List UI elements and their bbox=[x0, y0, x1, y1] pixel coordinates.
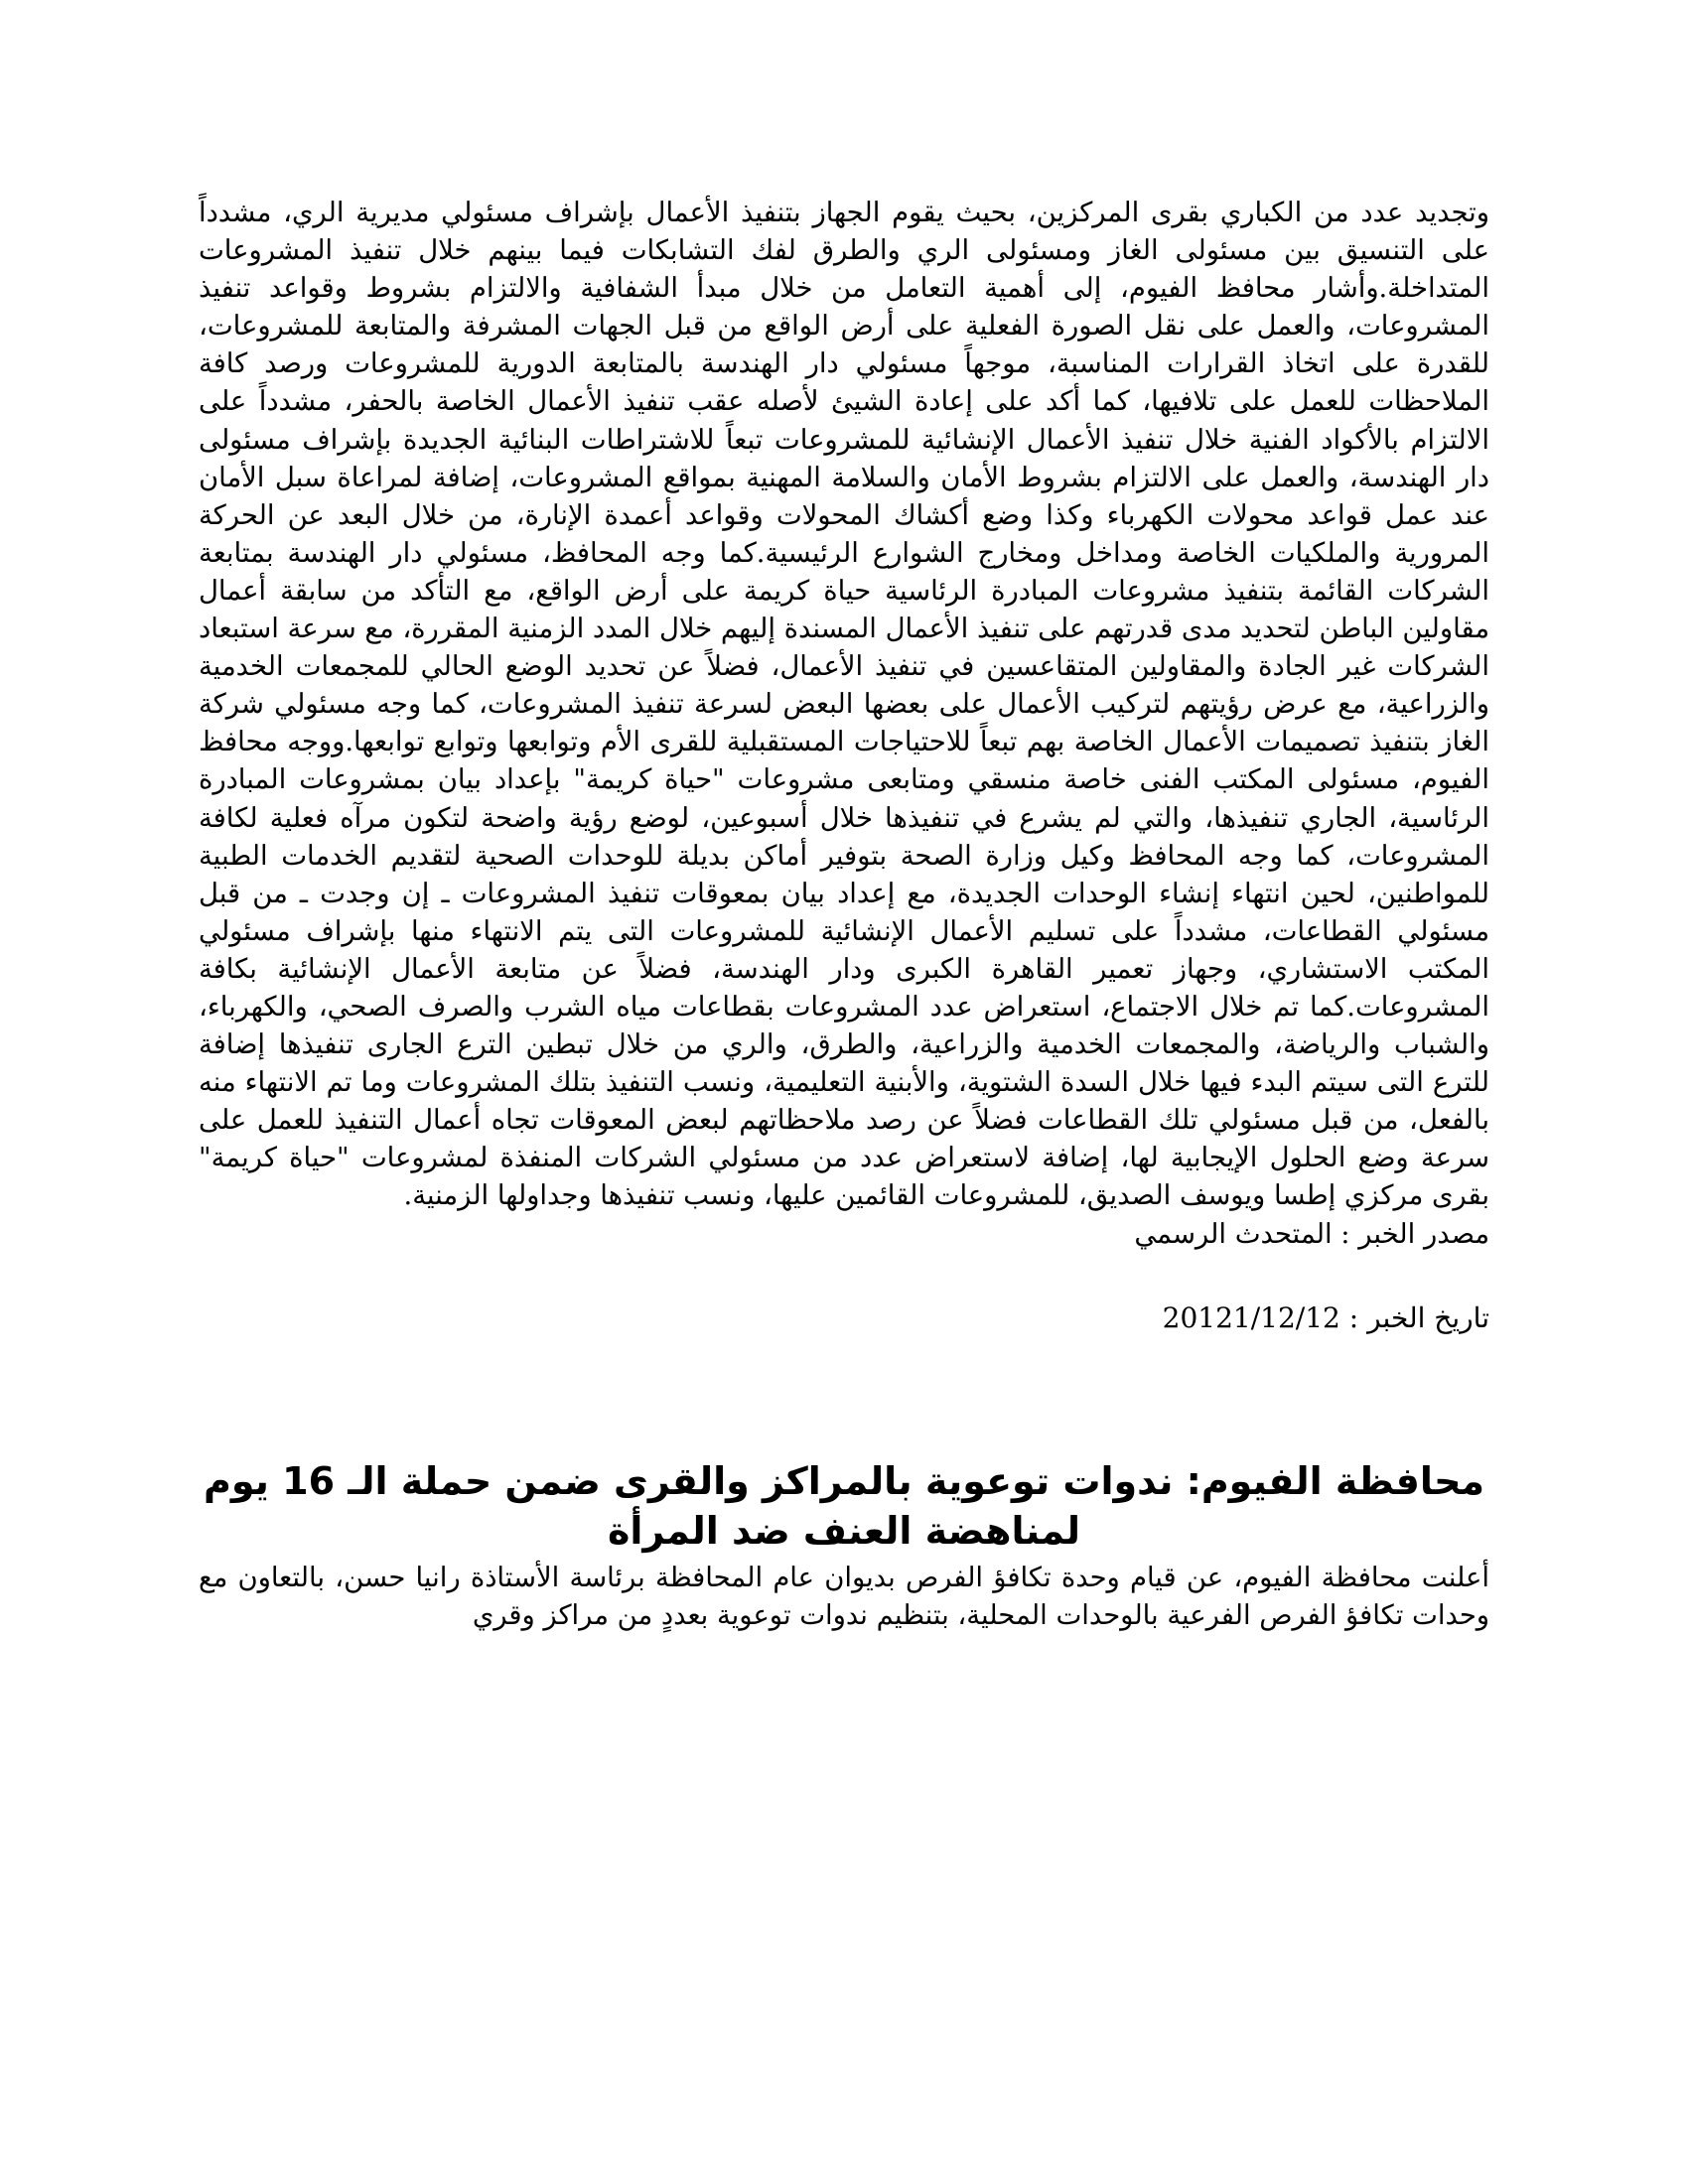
article-body-text: وتجديد عدد من الكباري بقرى المركزين، بحيث يقوم الجهاز بتنفيذ الأعمال بإشراف مسئولي مديرية الري، مشدداً على التنسيق بين مسئولى الغاز ومسئولى الري والطرق لفك التشابكات فيما بينهم خلال تنفيذ المشروعات المتداخلة.وأشار محافظ الفيوم، إلى أهمية التعامل من خلال مبدأ الشفافية والالتزام بشروط وقواعد تنفيذ المشروعات، والعمل على نقل الصورة الفعلية على أرض الواقع من قبل الجهات المشرفة والمتابعة للمشروعات، للقدرة على اتخاذ القرارات المناسبة، موجهاً مسئولي دار الهندسة بالمتابعة الدورية للمشروعات ورصد كافة الملاحظات للعمل على تلافيها، كما أكد على إعادة الشيئ لأصله عقب تنفيذ الأعمال الخاصة بالحفر، مشدداً على الالتزام بالأكواد الفنية خلال تنفيذ الأعمال الإنشائية للمشروعات تبعاً للاشتراطات البنائية الجديدة بإشراف مسئولى دار الهندسة، والعمل على الالتزام بشروط الأمان والسلامة المهنية بمواقع المشروعات، إضافة لمراعاة سبل الأمان عند عمل قواعد محولات الكهرباء وكذا وضع أكشاك المحولات وقواعد أعمدة الإنارة، من خلال البعد عن الحركة المرورية والملكيات الخاصة ومداخل ومخارج الشوارع الرئيسية.كما وجه المحافظ، مسئولي دار الهندسة بمتابعة الشركات القائمة بتنفيذ مشروعات المبادرة الرئاسية حياة كريمة على أرض الواقع، مع التأكد من سابقة أعمال مقاولين الباطن لتحديد مدى قدرتهم على تنفيذ الأعمال المسندة إليهم خلال المدد الزمنية المقررة، مع سرعة استبعاد الشركات غير الجادة والمقاولين المتقاعسين في تنفيذ الأعمال، فضلاً عن تحديد الوضع الحالي للمجمعات الخدمية والزراعية، مع عرض رؤيتهم لتركيب الأعمال على بعضها البعض لسرعة تنفيذ المشروعات، كما وجه مسئولي شركة الغاز بتنفيذ تصميمات الأعمال الخاصة بهم تبعاً للاحتياجات المستقبلية للقرى الأم وتوابعها وتوابع توابعها.ووجه محافظ الفيوم، مسئولى المكتب الفنى خاصة منسقي ومتابعى مشروعات "حياة كريمة" بإعداد بيان بمشروعات المبادرة الرئاسية، الجاري تنفيذها، والتي لم يشرع في تنفيذها خلال أسبوعين، لوضع رؤية واضحة لتكون مرآه فعلية لكافة المشروعات، كما وجه المحافظ وكيل وزارة الصحة بتوفير أماكن بديلة للوحدات الصحية لتقديم الخدمات الطبية للمواطنين، لحين انتهاء إنشاء الوحدات الجديدة، مع إعداد بيان بمعوقات تنفيذ المشروعات ـ إن وجدت ـ من قبل مسئولي القطاعات، مشدداً على تسليم الأعمال الإنشائية للمشروعات التى يتم الانتهاء منها بإشراف مسئولي المكتب الاستشاري، وجهاز تعمير القاهرة الكبرى ودار الهندسة، فضلاً عن متابعة الأعمال الإنشائية بكافة المشروعات.كما تم خلال الاجتماع، استعراض عدد المشروعات بقطاعات مياه الشرب والصرف الصحي، والكهرباء، والشباب والرياضة، والمجمعات الخدمية والزراعية، والطرق، والري من خلال تبطين الترع الجارى تنفيذها إضافة للترع التى سيتم البدء فيها خلال السدة الشتوية، والأبنية التعليمية، ونسب التنفيذ بتلك المشروعات وما تم الانتهاء منه بالفعل، من قبل مسئولي تلك القطاعات فضلاً عن رصد ملاحظاتهم لبعض المعوقات تجاه أعمال التنفيذ للعمل على سرعة وضع الحلول الإيجابية لها، إضافة لاستعراض عدد من مسئولي الشركات المنفذة لمشروعات "حياة كريمة" بقرى مركزي إطسا ويوسف الصديق، للمشروعات القائمين عليها، ونسب تنفيذها وجداولها الزمنية. bbox=[199, 198, 1489, 1212]
document-page bbox=[199, 195, 1489, 1635]
article-title: محافظة الفيوم: ندوات توعوية بالمراكز والقرى ضمن حملة الـ 16 يوم لمناهضة العنف ضد المرأة bbox=[203, 1458, 1485, 1553]
news-date: تاريخ الخبر : 20121/12/12 bbox=[1162, 1300, 1489, 1334]
article-body bbox=[199, 195, 1489, 1254]
article-lead: أعلنت محافظة الفيوم، عن قيام وحدة تكافؤ الفرص بديوان عام المحافظة برئاسة الأستاذة رانيا حسن، بالتعاون مع وحدات تكافؤ الفرص الفرعية بالوحدات المحلية، بتنظيم ندوات توعوية بعددٍ من مراكز وقري bbox=[199, 1562, 1489, 1631]
news-source: مصدر الخبر : المتحدث الرسمي bbox=[1134, 1218, 1489, 1250]
